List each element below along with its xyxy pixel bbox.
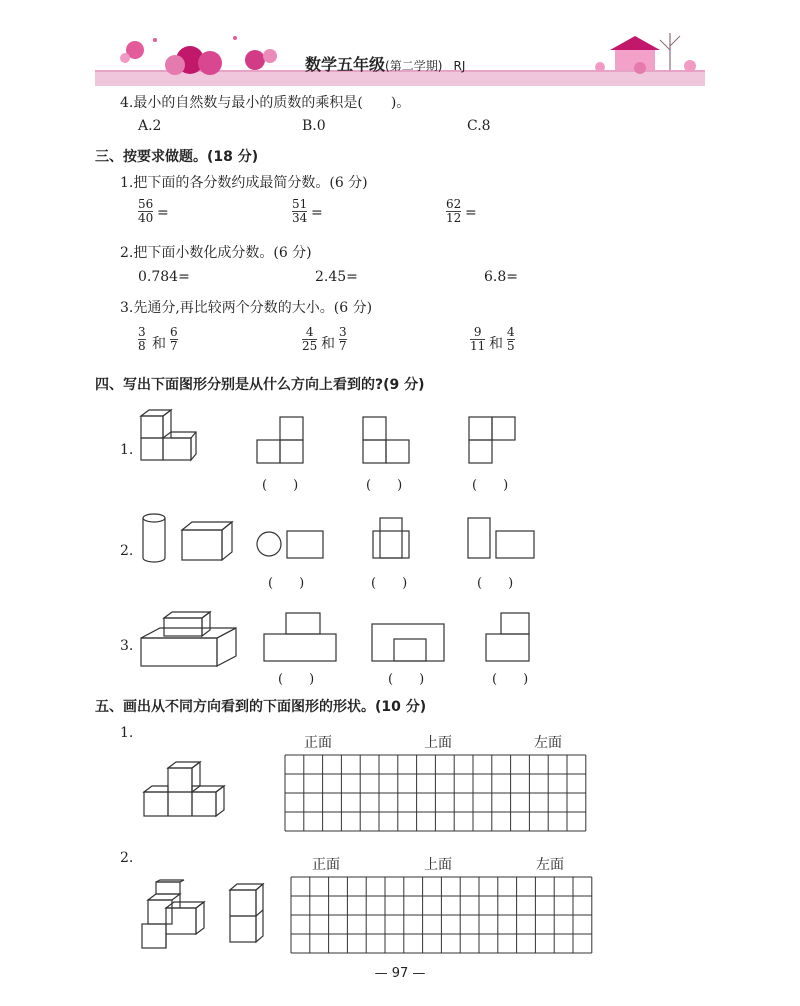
s4-row2-solid <box>140 512 240 564</box>
s5-p2-solid-a <box>140 880 215 952</box>
question-4-text: 4.最小的自然数与最小的质数的乘积是( )。 <box>120 95 411 111</box>
s5-p1-solid <box>142 760 232 822</box>
s5-p2-front-label: 正面 <box>312 857 340 873</box>
s4-row2-view-c <box>466 517 538 561</box>
s4-row3-view-a <box>262 612 338 664</box>
s5-p2-drawing-grid[interactable] <box>290 876 594 954</box>
pair2-frac-a: 4 25 <box>302 325 318 353</box>
s4-row2-view-b <box>371 517 413 561</box>
pair3-frac-a: 9 11 <box>470 325 486 353</box>
book-title: 数学五年级 <box>305 55 386 74</box>
s5-p2-left-label: 左面 <box>536 857 564 873</box>
header-banner <box>95 18 705 86</box>
s5-label-2: 2. <box>120 850 134 866</box>
page-number: — 97 — <box>374 966 426 981</box>
option-c: C.8 <box>467 118 491 134</box>
pair1-and: 和 <box>152 336 166 352</box>
s5-p1-drawing-grid[interactable] <box>284 754 588 832</box>
section-5-title: 五、画出从不同方向看到的下面图形的形状。(10 分) <box>95 699 427 715</box>
s4-row2-view-a <box>256 529 326 561</box>
s4-row1-blank-c[interactable]: ( ) <box>472 478 509 493</box>
s4-row1-view-b <box>362 416 412 466</box>
s5-p1-front-label: 正面 <box>304 735 332 751</box>
section-4-title: 四、写出下面图形分别是从什么方向上看到的?(9 分) <box>95 377 425 393</box>
s4-row3-view-c <box>484 612 534 664</box>
book-edition: RJ <box>453 59 466 73</box>
decimal-1: 0.784= <box>138 269 190 285</box>
pair1-frac-a: 3 8 <box>138 325 146 353</box>
pair2-and: 和 <box>321 336 335 352</box>
s4-row3-blank-a[interactable]: ( ) <box>278 672 315 687</box>
s4-row2-blank-c[interactable]: ( ) <box>477 576 514 591</box>
section-3-title: 三、按要求做题。(18 分) <box>95 149 259 165</box>
pair3-and: 和 <box>489 336 503 352</box>
s3-part3-text: 3.先通分,再比较两个分数的大小。(6 分) <box>120 300 373 316</box>
s4-row1-view-a <box>256 416 306 466</box>
s5-label-1: 1. <box>120 725 134 741</box>
s4-row3-solid <box>138 610 248 670</box>
s4-row1-blank-a[interactable]: ( ) <box>262 478 299 493</box>
equals-3: = <box>465 205 477 221</box>
pair1-frac-b: 6 7 <box>170 325 178 353</box>
pair3-frac-b: 4 5 <box>507 325 515 353</box>
fraction-62-12: 62 12 <box>446 197 462 225</box>
pair2-frac-b: 3 7 <box>339 325 347 353</box>
s3-part2-text: 2.把下面小数化成分数。(6 分) <box>120 245 312 261</box>
s4-row2-blank-b[interactable]: ( ) <box>371 576 408 591</box>
s4-label-2: 2. <box>120 543 134 559</box>
option-a: A.2 <box>138 118 162 134</box>
book-term: (第二学期) <box>385 59 443 73</box>
s3-part1-text: 1.把下面的各分数约成最简分数。(6 分) <box>120 175 368 191</box>
s5-p2-solid-b <box>228 882 268 944</box>
s4-row1-blank-b[interactable]: ( ) <box>366 478 403 493</box>
s5-p1-top-label: 上面 <box>424 735 452 751</box>
option-b: B.0 <box>302 118 326 134</box>
fraction-51-34: 51 34 <box>292 197 308 225</box>
s5-p2-top-label: 上面 <box>424 857 452 873</box>
s4-row1-view-c <box>468 416 518 466</box>
s4-row3-blank-c[interactable]: ( ) <box>492 672 529 687</box>
s5-p1-left-label: 左面 <box>534 735 562 751</box>
s4-label-3: 3. <box>120 638 134 654</box>
s4-label-1: 1. <box>120 442 134 458</box>
s4-row2-blank-a[interactable]: ( ) <box>268 576 305 591</box>
fraction-56-40: 56 40 <box>138 197 154 225</box>
decimal-3: 6.8= <box>484 269 518 285</box>
decimal-2: 2.45= <box>315 269 358 285</box>
equals-1: = <box>157 205 169 221</box>
s4-row3-view-b <box>370 622 446 664</box>
s4-row1-solid <box>138 408 218 468</box>
equals-2: = <box>311 205 323 221</box>
s4-row3-blank-b[interactable]: ( ) <box>388 672 425 687</box>
